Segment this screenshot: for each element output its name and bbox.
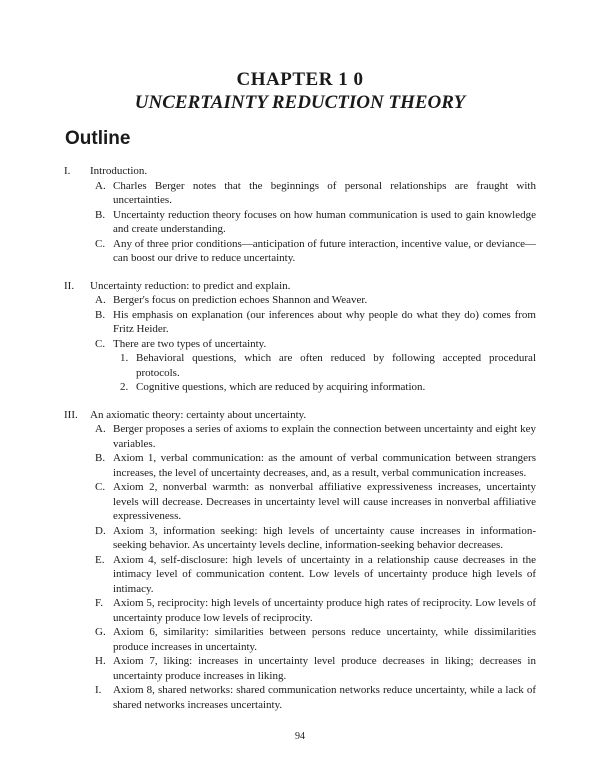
outline-item — [95, 553, 536, 597]
item-letter: B. — [95, 208, 106, 221]
outline-item — [95, 451, 536, 480]
outline-item — [95, 625, 536, 654]
outline-item — [95, 208, 536, 237]
outline-item — [95, 654, 536, 683]
outline-item — [95, 337, 536, 352]
subitem-number: 2. — [120, 381, 129, 393]
item-text: Axiom 8, shared networks: shared communication networks reduce uncertainty, while a lack of shared networks increases uncertainty. — [113, 684, 536, 711]
item-text: Axiom 3, information seeking: high levels of uncertainty cause increases in information-seeking behavior. As uncertainty levels decline, information-seeking behavior decreases. — [113, 524, 536, 551]
item-letter: I. — [95, 684, 102, 696]
outline-section — [0, 279, 600, 395]
item-text: Axiom 1, verbal communication: as the amount of verbal communication between strangers increases, the level of uncertainty decreases, and, as a result, verbal communication increases. — [113, 452, 536, 479]
item-text: Axiom 6, similarity: similarities between persons reduce uncertainty, while dissimilarities produce increases in uncertainty. — [113, 626, 536, 653]
subitem-text: Behavioral questions, which are often reduced by following accepted procedural protocols. — [136, 352, 536, 379]
item-text: Axiom 4, self-disclosure: high levels of uncertainty in a relationship cause decreases in the intimacy level of communication content. Low levels of uncertainty produce high levels of intimacy. — [113, 553, 536, 595]
chapter-number: CHAPTER 1 0 — [236, 69, 364, 90]
section-title: Uncertainty reduction: to predict and explain. — [90, 279, 291, 292]
outline-list — [0, 164, 600, 725]
section-title: An axiomatic theory: certainty about uncertainty. — [90, 408, 307, 421]
outline-item — [95, 683, 536, 712]
item-letter: C. — [95, 481, 106, 493]
chapter-title: UNCERTAINTY REDUCTION THEORY — [134, 92, 466, 113]
section-numeral: III. — [64, 408, 78, 421]
item-letter: B. — [95, 308, 106, 321]
outline-item — [95, 524, 536, 553]
item-letter: C. — [95, 237, 106, 250]
outline-section — [0, 164, 600, 266]
section-title: Introduction. — [90, 165, 148, 177]
item-text: Axiom 5, reciprocity: high levels of uncertainty produce high rates of reciprocity. Low levels of uncertainty produce low levels of reciprocity. — [113, 597, 536, 624]
item-text: There are two types of uncertainty. — [113, 337, 267, 350]
item-text: Charles Berger notes that the beginnings of personal relationships are fraught with uncertainties. — [113, 179, 536, 206]
outline-item — [95, 596, 536, 625]
item-letter: A. — [95, 294, 106, 306]
outline-item — [95, 179, 536, 208]
item-text: Any of three prior conditions—anticipation of future interaction, incentive value, or deviance—can boost our drive to reduce uncertainty. — [113, 237, 536, 264]
outline-item — [95, 422, 536, 451]
item-letter: A. — [95, 423, 106, 435]
section-numeral: I. — [64, 165, 71, 177]
item-text: His emphasis on explanation (our inferences about why people do what they do) comes from Fritz Heider. — [113, 308, 536, 335]
subitem-text: Cognitive questions, which are reduced by acquiring information. — [136, 381, 426, 393]
section-numeral: II. — [64, 279, 75, 292]
item-letter: E. — [95, 553, 105, 566]
item-letter: A. — [95, 179, 106, 192]
outline-item — [95, 237, 536, 266]
item-letter: F. — [95, 597, 103, 609]
subitem-number: 1. — [120, 352, 129, 364]
item-text: Axiom 7, liking: increases in uncertainty level produce decreases in liking; decreases in uncertainty produce increases in liking. — [113, 655, 536, 682]
item-letter: H. — [95, 655, 106, 667]
item-letter: B. — [95, 452, 106, 464]
section-heading — [0, 164, 600, 179]
outline-item — [95, 480, 536, 524]
item-letter: C. — [95, 337, 106, 350]
item-text: Berger proposes a series of axioms to explain the connection between uncertainty and eight key variables. — [113, 423, 536, 450]
section-heading — [0, 279, 600, 294]
outline-item — [95, 293, 536, 308]
outline-subitem — [120, 380, 536, 395]
item-text: Uncertainty reduction theory focuses on how human communication is used to gain knowledge and create understanding. — [113, 208, 536, 235]
outline-section — [0, 408, 600, 713]
item-letter: D. — [95, 524, 106, 537]
outline-subitem — [120, 351, 536, 380]
item-text: Berger's focus on prediction echoes Shannon and Weaver. — [113, 294, 368, 306]
section-heading — [0, 408, 600, 423]
item-text: Axiom 2, nonverbal warmth: as nonverbal affiliative expressiveness increases, uncertainty levels will decrease. Decreases in uncertainty level will cause increases in nonverbal affiliative expressiveness. — [113, 481, 536, 522]
outline-item — [95, 308, 536, 337]
outline-heading: Outline — [65, 128, 131, 149]
page-number: 94 — [295, 731, 305, 742]
item-letter: G. — [95, 626, 106, 638]
